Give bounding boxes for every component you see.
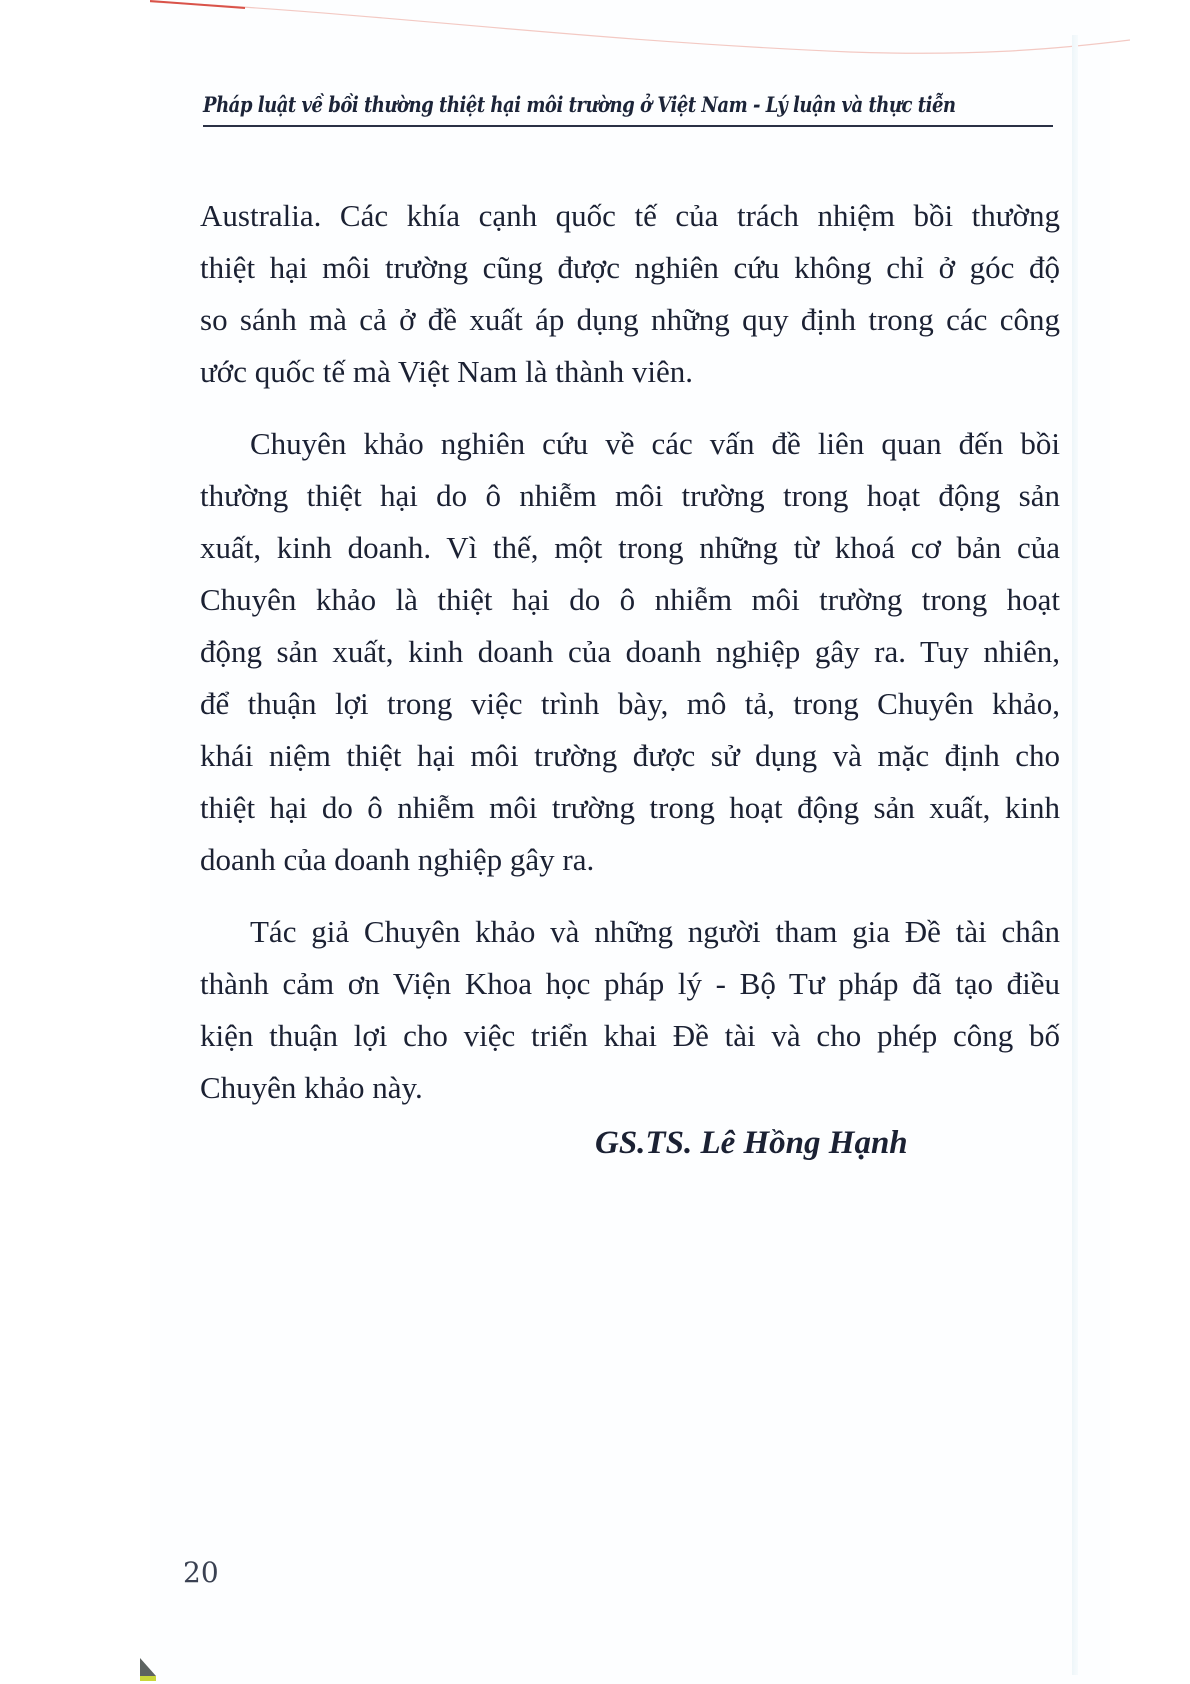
- paragraph-2: [200, 418, 1060, 886]
- page-gutter-shadow: [1072, 35, 1078, 1675]
- text-line: để thuận lợi trong việc trình bày, mô tả, trong Chuyên khảo,: [200, 686, 1060, 721]
- text-line: doanh của doanh nghiệp gây ra.: [200, 842, 595, 877]
- corner-tab-mark: [140, 1658, 156, 1676]
- paragraph-1: [200, 190, 1060, 398]
- text-line: ước quốc tế mà Việt Nam là thành viên.: [200, 354, 694, 389]
- header-rule: [203, 125, 1053, 127]
- text-line: kiện thuận lợi cho việc triển khai Đề tài và cho phép công bố: [200, 1018, 1060, 1053]
- author-signature: GS.TS. Lê Hồng Hạnh: [595, 1125, 908, 1161]
- corner-tab-base: [140, 1676, 156, 1681]
- text-line: thiệt hại do ô nhiễm môi trường trong hoạt động sản xuất, kinh: [200, 790, 1060, 825]
- text-line: thường thiệt hại do ô nhiễm môi trường trong hoạt động sản: [200, 478, 1060, 513]
- page-number: 20: [183, 1556, 219, 1589]
- running-title: Pháp luật về bồi thường thiệt hại môi trường ở Việt Nam - Lý luận và thực tiễn: [203, 92, 956, 117]
- text-line: Chuyên khảo nghiên cứu về các vấn đề liên quan đến bồi: [250, 426, 1060, 461]
- text-line: Australia. Các khía cạnh quốc tế của trách nhiệm bồi thường: [200, 198, 1060, 233]
- text-line: động sản xuất, kinh doanh của doanh nghiệp gây ra. Tuy nhiên,: [200, 634, 1060, 669]
- text-line: Chuyên khảo này.: [200, 1070, 423, 1105]
- text-line: Tác giả Chuyên khảo và những người tham gia Đề tài chân: [250, 914, 1060, 949]
- text-line: xuất, kinh doanh. Vì thế, một trong những từ khoá cơ bản của: [200, 530, 1060, 565]
- text-line: so sánh mà cả ở đề xuất áp dụng những quy định trong các công: [200, 302, 1060, 337]
- paragraph-3: [200, 906, 1060, 1114]
- text-line: thiệt hại môi trường cũng được nghiên cứu không chỉ ở góc độ: [200, 250, 1060, 285]
- text-line: thành cảm ơn Viện Khoa học pháp lý - Bộ Tư pháp đã tạo điều: [200, 966, 1060, 1001]
- text-line: Chuyên khảo là thiệt hại do ô nhiễm môi trường trong hoạt: [200, 582, 1060, 617]
- body-text: [200, 190, 1060, 1134]
- running-header: [203, 92, 1053, 127]
- text-line: khái niệm thiệt hại môi trường được sử dụng và mặc định cho: [200, 738, 1060, 773]
